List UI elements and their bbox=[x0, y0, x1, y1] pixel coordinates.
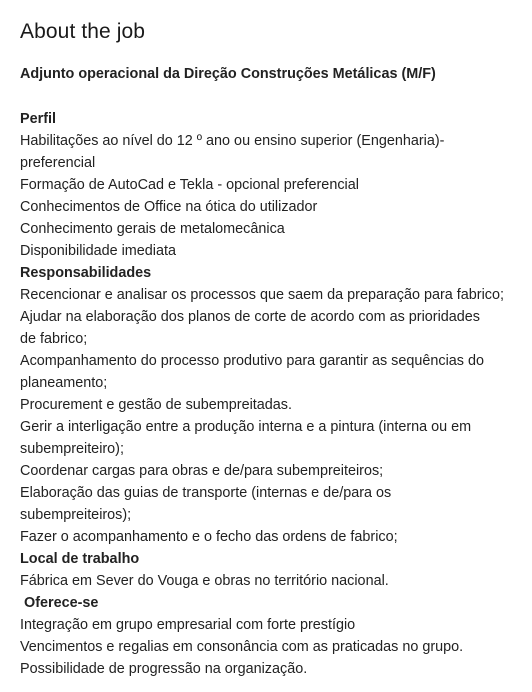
oferece-se-line: Vencimentos e regalias em consonância com as praticadas no grupo. bbox=[20, 639, 464, 655]
responsabilidades-line: Ajudar na elaboração dos planos de corte de acordo com as prioridades bbox=[20, 309, 480, 325]
responsabilidades-line: planeamento; bbox=[20, 375, 108, 391]
responsabilidades-line: Acompanhamento do processo produtivo para garantir as sequências do bbox=[20, 353, 484, 369]
perfil-line: Habilitações ao nível do 12 º ano ou ensino superior (Engenharia)- bbox=[20, 133, 445, 149]
perfil-line: Conhecimentos de Office na ótica do utilizador bbox=[20, 199, 318, 215]
responsabilidades-line: Gerir a interligação entre a produção interna e a pintura (interna ou em bbox=[20, 419, 472, 435]
job-title: Adjunto operacional da Direção Construções Metálicas (M/F) bbox=[20, 66, 436, 82]
oferece-se-heading: Oferece-se bbox=[24, 595, 99, 611]
responsabilidades-line: de fabrico; bbox=[20, 331, 88, 347]
perfil-line: Conhecimento gerais de metalomecânica bbox=[20, 221, 285, 237]
perfil-line: preferencial bbox=[20, 155, 96, 171]
responsabilidades-line: Recencionar e analisar os processos que saem da preparação para fabrico; bbox=[20, 287, 504, 303]
responsabilidades-line: subempreiteiros); bbox=[20, 507, 132, 523]
responsabilidades-line: Elaboração das guias de transporte (internas e de/para os bbox=[20, 485, 392, 501]
perfil-line: Disponibilidade imediata bbox=[20, 243, 176, 259]
responsabilidades-line: subempreiteiro); bbox=[20, 441, 124, 457]
responsabilidades-line: Fazer o acompanhamento e o fecho das ordens de fabrico; bbox=[20, 529, 398, 545]
responsabilidades-line: Procurement e gestão de subempreitadas. bbox=[20, 397, 292, 413]
about-the-job-heading: About the job bbox=[20, 20, 146, 43]
spacer bbox=[20, 84, 514, 108]
perfil-line: Formação de AutoCad e Tekla - opcional preferencial bbox=[20, 177, 359, 193]
job-description-body bbox=[20, 108, 514, 680]
local-de-trabalho-line: Fábrica em Sever do Vouga e obras no território nacional. bbox=[20, 573, 389, 589]
local-de-trabalho-heading: Local de trabalho bbox=[20, 551, 140, 567]
perfil-heading: Perfil bbox=[20, 111, 56, 127]
responsabilidades-line: Coordenar cargas para obras e de/para subempreiteiros; bbox=[20, 463, 384, 479]
oferece-se-line: Possibilidade de progressão na organização. bbox=[20, 661, 308, 677]
oferece-se-line: Integração em grupo empresarial com forte prestígio bbox=[20, 617, 356, 633]
responsabilidades-heading: Responsabilidades bbox=[20, 265, 152, 281]
